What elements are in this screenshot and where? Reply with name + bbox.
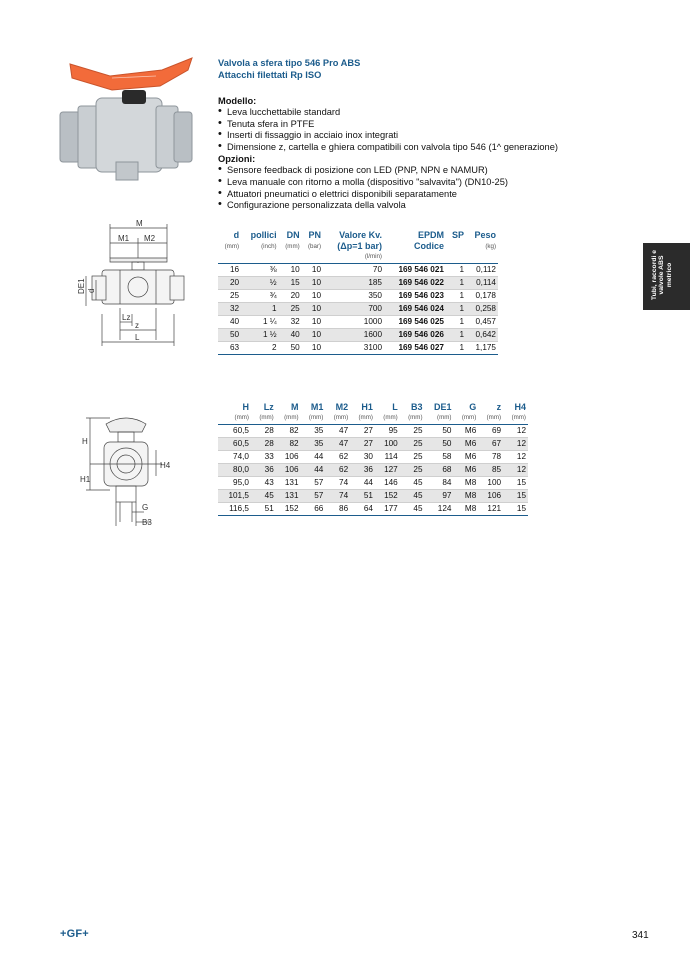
- table-cell: 15: [503, 490, 528, 503]
- dim-label-m1: M1: [118, 234, 130, 243]
- unit-label: (mm): [218, 413, 251, 425]
- dim-label-b3: B3: [142, 518, 152, 527]
- table-cell: 62: [325, 451, 350, 464]
- table-cell: 25: [400, 438, 425, 451]
- description-block: [218, 95, 638, 212]
- table-cell: 86: [325, 503, 350, 516]
- table-cell: 20: [218, 277, 241, 290]
- dim-label-lz: Lz: [122, 313, 131, 322]
- unit-label: (mm): [325, 413, 350, 425]
- table-row: [218, 342, 498, 355]
- list-item: • Sensore feedback di posizione con LED (PNP, NPN e NAMUR): [218, 165, 638, 177]
- table-cell: 169 546 022: [384, 277, 446, 290]
- table-cell: 1: [446, 264, 466, 277]
- table-cell: 69: [478, 425, 503, 438]
- table-row: [218, 316, 498, 329]
- col-header: H: [242, 402, 249, 412]
- table-cell: 0,457: [466, 316, 498, 329]
- product-title: [218, 57, 598, 81]
- table-cell: 25: [400, 451, 425, 464]
- table-cell: 80,0: [218, 464, 251, 477]
- dim-label-h4: H4: [160, 461, 171, 470]
- table-cell: 1000: [323, 316, 384, 329]
- table-cell: 12: [503, 464, 528, 477]
- table-cell: 27: [350, 438, 375, 451]
- table-cell: 1,175: [466, 342, 498, 355]
- table-cell: 12: [503, 438, 528, 451]
- table-cell: 51: [251, 503, 276, 516]
- opzioni-heading: Opzioni:: [218, 154, 256, 165]
- table-cell: 0,114: [466, 277, 498, 290]
- page-number: 341: [632, 930, 649, 941]
- table-cell: 25: [218, 290, 241, 303]
- col-header: M1: [310, 402, 324, 412]
- table-cell: 40: [279, 329, 302, 342]
- col-header: L: [392, 402, 398, 412]
- table-cell: 97: [425, 490, 454, 503]
- table-cell: 106: [276, 464, 301, 477]
- side-tab-label: [651, 245, 673, 305]
- table-cell: 62: [325, 464, 350, 477]
- table-cell: 1: [446, 277, 466, 290]
- table-cell: 1: [241, 303, 279, 316]
- table-row: [218, 290, 498, 303]
- table-cell: 28: [251, 425, 276, 438]
- table-cell: 25: [400, 464, 425, 477]
- table-cell: M6: [453, 438, 478, 451]
- unit-label: (mm): [375, 413, 400, 425]
- unit-label: (l/min): [323, 252, 384, 264]
- col-header: Lz: [263, 402, 274, 412]
- col-header-line2: Codice: [413, 241, 444, 251]
- col-header: SP: [451, 230, 464, 240]
- table-cell: 350: [323, 290, 384, 303]
- table-row: [218, 425, 528, 438]
- table-cell: 152: [276, 503, 301, 516]
- table-row: [218, 264, 498, 277]
- table-cell: 169 546 023: [384, 290, 446, 303]
- unit-label: (mm): [503, 413, 528, 425]
- table-cell: 12: [503, 451, 528, 464]
- side-tab-line: Tubi, raccordi e: [651, 249, 658, 301]
- unit-label: (mm): [276, 413, 301, 425]
- table-cell: 36: [350, 464, 375, 477]
- table-cell: 1: [446, 316, 466, 329]
- col-header: G: [469, 402, 477, 412]
- table-cell: 74,0: [218, 451, 251, 464]
- col-header: M: [291, 402, 299, 412]
- table-cell: 68: [425, 464, 454, 477]
- table-cell: 10: [302, 277, 323, 290]
- table-cell: 30: [350, 451, 375, 464]
- dim-label-d: d: [87, 288, 96, 293]
- col-header: d: [233, 230, 240, 240]
- table-cell: 15: [503, 477, 528, 490]
- table-cell: 33: [251, 451, 276, 464]
- table-cell: M8: [453, 490, 478, 503]
- table-cell: 1: [446, 290, 466, 303]
- table-row: [218, 438, 528, 451]
- table-cell: M8: [453, 477, 478, 490]
- table-cell: 32: [218, 303, 241, 316]
- title-line-2: Attacchi filettati Rp ISO: [218, 70, 322, 80]
- table-cell: ½: [241, 277, 279, 290]
- table-cell: 51: [350, 490, 375, 503]
- dim-label-l: L: [135, 333, 140, 342]
- table-cell: 66: [301, 503, 326, 516]
- col-header: z: [496, 402, 502, 412]
- table-cell: 64: [350, 503, 375, 516]
- list-item: • Leva lucchettabile standard: [218, 107, 638, 119]
- col-header: DE1: [433, 402, 452, 412]
- col-header: DN: [286, 230, 300, 240]
- list-item: • Attuatori pneumatici o elettrici disponibili separatamente: [218, 189, 638, 201]
- table-cell: 47: [325, 425, 350, 438]
- table-cell: 10: [302, 329, 323, 342]
- table-cell: 169 546 024: [384, 303, 446, 316]
- table-cell: 45: [400, 477, 425, 490]
- unit-label: (mm): [224, 243, 240, 250]
- table-cell: 169 546 027: [384, 342, 446, 355]
- col-header: EPDM: [417, 230, 444, 240]
- table-cell: 100: [375, 438, 400, 451]
- table-cell: 32: [279, 316, 302, 329]
- table-cell: 2: [241, 342, 279, 355]
- table-cell: 10: [302, 264, 323, 277]
- dim-label-m2: M2: [144, 234, 156, 243]
- table-cell: 27: [350, 425, 375, 438]
- table-cell: 1: [446, 342, 466, 355]
- table-cell: ¾: [241, 290, 279, 303]
- table-row: [218, 303, 498, 316]
- unit-label: (mm): [478, 413, 503, 425]
- col-header: PN: [308, 230, 322, 240]
- table-cell: 36: [251, 464, 276, 477]
- table-cell: 152: [375, 490, 400, 503]
- col-header: B3: [411, 402, 423, 412]
- table-cell: 10: [302, 316, 323, 329]
- table-cell: 35: [301, 425, 326, 438]
- table-cell: 700: [323, 303, 384, 316]
- table-cell: 25: [279, 303, 302, 316]
- table-cell: 20: [279, 290, 302, 303]
- table-cell: 10: [302, 290, 323, 303]
- table-cell: 82: [276, 425, 301, 438]
- table-cell: 10: [302, 303, 323, 316]
- technical-drawing-side: [77, 218, 195, 353]
- table-cell: M6: [453, 425, 478, 438]
- col-header: pollici: [250, 230, 277, 240]
- table-cell: 95: [375, 425, 400, 438]
- table-cell: 28: [251, 438, 276, 451]
- unit-label: (mm): [285, 243, 300, 250]
- table-cell: M8: [453, 503, 478, 516]
- table-cell: 60,5: [218, 425, 251, 438]
- table-cell: 12: [503, 425, 528, 438]
- table-cell: 1 ½: [241, 329, 279, 342]
- table-cell: 70: [323, 264, 384, 277]
- section-side-tab: [643, 243, 690, 310]
- table-cell: 16: [218, 264, 241, 277]
- table-cell: 60,5: [218, 438, 251, 451]
- table-cell: 0,258: [466, 303, 498, 316]
- table-cell: 50: [425, 425, 454, 438]
- table-cell: 25: [400, 425, 425, 438]
- table-cell: 45: [251, 490, 276, 503]
- table-cell: 15: [503, 503, 528, 516]
- table-cell: 47: [325, 438, 350, 451]
- table-cell: 185: [323, 277, 384, 290]
- table-cell: 106: [276, 451, 301, 464]
- table-row: [218, 464, 528, 477]
- table-cell: 116,5: [218, 503, 251, 516]
- unit-label: (mm): [400, 413, 425, 425]
- table-cell: 1 ¼: [241, 316, 279, 329]
- table-row: [218, 490, 528, 503]
- table-cell: 45: [400, 490, 425, 503]
- table-cell: 101,5: [218, 490, 251, 503]
- table-cell: 74: [325, 477, 350, 490]
- opzioni-list: [218, 165, 638, 211]
- table-cell: 74: [325, 490, 350, 503]
- col-header: Valore Kv.: [339, 230, 382, 240]
- table-cell: 58: [425, 451, 454, 464]
- col-header: H1: [361, 402, 373, 412]
- table-cell: 67: [478, 438, 503, 451]
- dim-label-h: H: [82, 437, 88, 446]
- side-tab-line: valvole ABS: [658, 255, 666, 295]
- unit-label: (mm): [453, 413, 478, 425]
- gf-logo: +GF+: [60, 928, 89, 940]
- table-cell: 35: [301, 438, 326, 451]
- table-row: [218, 277, 498, 290]
- col-header: Peso: [474, 230, 496, 240]
- table-cell: 10: [279, 264, 302, 277]
- table-cell: 169 546 025: [384, 316, 446, 329]
- table-cell: 45: [400, 503, 425, 516]
- col-header: H4: [514, 402, 526, 412]
- table-cell: 100: [478, 477, 503, 490]
- table-row: [218, 503, 528, 516]
- table-cell: 124: [425, 503, 454, 516]
- table-cell: 169 546 026: [384, 329, 446, 342]
- modello-list: [218, 107, 638, 153]
- table-cell: M6: [453, 464, 478, 477]
- table-row: [218, 329, 498, 342]
- table-row: [218, 451, 528, 464]
- table-row: [218, 477, 528, 490]
- unit-label: (mm): [350, 413, 375, 425]
- unit-label: (kg): [485, 243, 496, 250]
- list-item: • Leva manuale con ritorno a molla (dispositivo "salvavita") (DN10-25): [218, 177, 638, 189]
- table-cell: 78: [478, 451, 503, 464]
- table-cell: 1: [446, 329, 466, 342]
- table-cell: 0,642: [466, 329, 498, 342]
- table-cell: 63: [218, 342, 241, 355]
- dim-label-z: z: [135, 321, 139, 330]
- table-cell: 44: [350, 477, 375, 490]
- list-item: • Tenuta sfera in PTFE: [218, 119, 638, 131]
- table-cell: 57: [301, 477, 326, 490]
- table-cell: M6: [453, 451, 478, 464]
- unit-label: (mm): [301, 413, 326, 425]
- table-cell: 1: [446, 303, 466, 316]
- table-cell: 43: [251, 477, 276, 490]
- table-cell: 131: [276, 490, 301, 503]
- dim-label-de1: DE1: [77, 278, 86, 294]
- table-cell: 44: [301, 464, 326, 477]
- table-cell: 169 546 021: [384, 264, 446, 277]
- valve-product-image: [52, 50, 202, 190]
- table-cell: 131: [276, 477, 301, 490]
- table-cell: 15: [279, 277, 302, 290]
- table-cell: 44: [301, 451, 326, 464]
- modello-heading: Modello:: [218, 96, 257, 106]
- unit-label: (bar): [307, 243, 322, 250]
- table-cell: 84: [425, 477, 454, 490]
- table-cell: 0,178: [466, 290, 498, 303]
- table-cell: 85: [478, 464, 503, 477]
- table-cell: 82: [276, 438, 301, 451]
- list-item: • Inserti di fissaggio in acciaio inox integrati: [218, 130, 638, 142]
- dim-label-g: G: [142, 503, 149, 512]
- table-cell: 50: [279, 342, 302, 355]
- table-cell: 3100: [323, 342, 384, 355]
- specs-table-dimensions: [218, 402, 528, 516]
- dim-label-h1: H1: [80, 475, 91, 484]
- table-cell: 127: [375, 464, 400, 477]
- col-header: M2: [335, 402, 349, 412]
- table-cell: 121: [478, 503, 503, 516]
- table-cell: 40: [218, 316, 241, 329]
- side-tab-line: metrico: [665, 262, 673, 288]
- table-cell: 106: [478, 490, 503, 503]
- specs-table-codes: [218, 230, 498, 355]
- table-cell: 95,0: [218, 477, 251, 490]
- unit-label: (mm): [251, 413, 276, 425]
- col-header-line2: (Δp=1 bar): [337, 241, 382, 251]
- unit-label: (mm): [425, 413, 454, 425]
- dim-label-m: M: [136, 219, 143, 228]
- table-cell: 50: [218, 329, 241, 342]
- table-cell: 114: [375, 451, 400, 464]
- list-item: • Dimensione z, cartella e ghiera compatibili con valvola tipo 546 (1^ generazione): [218, 142, 638, 154]
- table-cell: 57: [301, 490, 326, 503]
- table-cell: 1600: [323, 329, 384, 342]
- table-cell: 0,112: [466, 264, 498, 277]
- table-cell: 177: [375, 503, 400, 516]
- table-cell: 50: [425, 438, 454, 451]
- unit-label: (inch): [261, 243, 277, 250]
- table-cell: 10: [302, 342, 323, 355]
- technical-drawing-front: [80, 410, 195, 530]
- title-line-1: Valvola a sfera tipo 546 Pro ABS: [218, 58, 361, 68]
- table-cell: 146: [375, 477, 400, 490]
- table-cell: ⅜: [241, 264, 279, 277]
- list-item: • Configurazione personalizzata della valvola: [218, 200, 638, 212]
